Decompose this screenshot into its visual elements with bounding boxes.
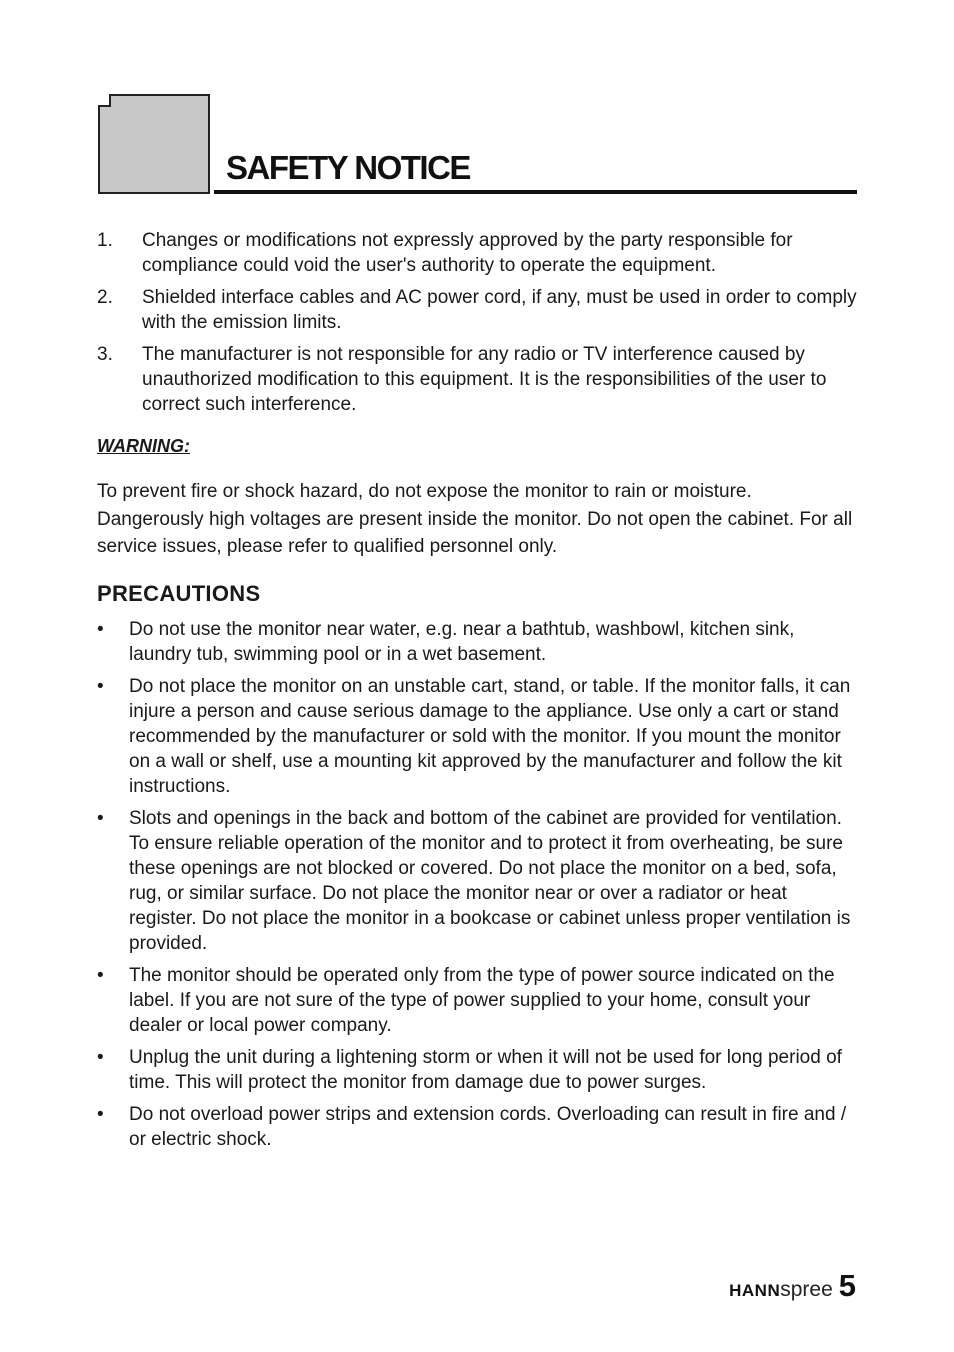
bullet-marker: • <box>97 808 104 829</box>
precaution-text: Unplug the unit during a lightening storm or when it will not be used for long period of time. This will protect the monitor from damage due to power surges. <box>129 1047 842 1093</box>
precaution-text: Do not place the monitor on an unstable cart, stand, or table. If the monitor falls, it can injure a person and cause serious damage to the appliance. Use only a cart or stand recommended by the manufacturer or sold with the monitor. If you mount the monitor on a wall or shelf, use a mounting kit approved by the manufacturer and follow the kit instructions. <box>129 676 851 797</box>
warning-text: To prevent fire or shock hazard, do not expose the monitor to rain or moisture. Dangerously high voltages are present inside the monitor. Do not open the cabinet. For all service issues, please refer to qualified personnel only. <box>97 481 853 557</box>
warning-label: WARNING: <box>97 436 190 456</box>
precaution-text: Do not overload power strips and extension cords. Overloading can result in fire and / or electric shock. <box>129 1104 847 1150</box>
precautions-heading: PRECAUTIONS <box>97 581 261 606</box>
section-tab-box <box>98 94 210 194</box>
bullet-marker: • <box>97 965 104 986</box>
notice-list <box>97 228 857 424</box>
brand-logo-light: spree <box>780 1278 833 1301</box>
section-tab-graphic <box>98 94 210 194</box>
precaution-item <box>97 1102 857 1152</box>
precaution-text: Slots and openings in the back and bottom of the cabinet are provided for ventilation. To ensure reliable operation of the monitor and to protect it from overheating, be sure these openings are not blocked or covered. Do not place the monitor on a bed, sofa, rug, or similar surface. Do not place the monitor near or over a radiator or heat register. Do not place the monitor in a bookcase or cabinet unless proper ventilation is provided. <box>129 808 851 954</box>
precaution-item <box>97 806 857 956</box>
precaution-item <box>97 963 857 1038</box>
notice-text: Changes or modifications not expressly approved by the party responsible for compliance could void the user's authority to operate the equipment. <box>142 230 793 276</box>
page-number: 5 <box>838 1268 856 1303</box>
notice-number: 1. <box>97 230 113 251</box>
page-footer <box>729 1268 856 1308</box>
precaution-text: The monitor should be operated only from the type of power source indicated on the label. If you are not sure of the type of power supplied to your home, consult your dealer or local power company. <box>129 965 835 1036</box>
bullet-marker: • <box>97 1047 104 1068</box>
title-underline-rule <box>214 190 857 194</box>
notice-text: Shielded interface cables and AC power cord, if any, must be used in order to comply with the emission limits. <box>142 287 857 333</box>
bullet-marker: • <box>97 619 104 640</box>
precaution-text: Do not use the monitor near water, e.g. near a bathtub, washbowl, kitchen sink, laundry tub, swimming pool or in a wet basement. <box>129 619 795 665</box>
precaution-item <box>97 617 857 667</box>
bullet-marker: • <box>97 1104 104 1125</box>
notice-item <box>97 228 857 278</box>
notice-number: 3. <box>97 344 113 365</box>
bullet-marker: • <box>97 676 104 697</box>
notice-item <box>97 342 857 417</box>
precaution-item <box>97 674 857 799</box>
precautions-list <box>97 617 857 1159</box>
notice-item <box>97 285 857 335</box>
precaution-item <box>97 1045 857 1095</box>
notice-number: 2. <box>97 287 113 308</box>
notice-text: The manufacturer is not responsible for any radio or TV interference caused by unauthorized modification to this equipment. It is the responsibilities of the user to correct such interference. <box>142 344 827 415</box>
brand-logo-bold: HANN <box>729 1281 781 1300</box>
page-title: SAFETY NOTICE <box>226 149 470 186</box>
